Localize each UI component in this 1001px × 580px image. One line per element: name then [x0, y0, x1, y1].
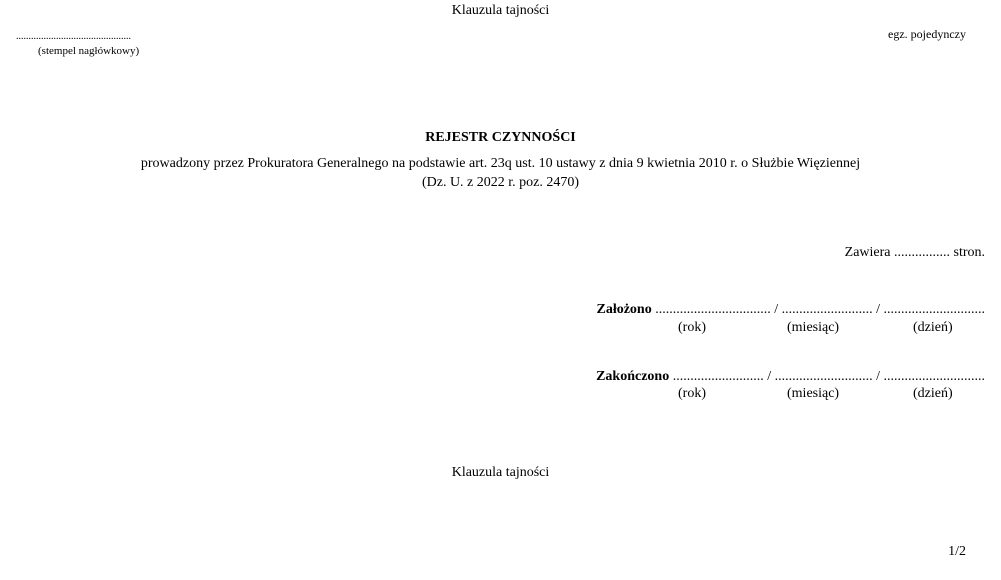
- stamp-placeholder-line: ..............................................: [16, 31, 131, 42]
- closed-label: Zakończono: [596, 369, 670, 384]
- page-count-suffix: stron.: [953, 245, 985, 260]
- document-subtitle-line2: (Dz. U. z 2022 r. poz. 2470): [421, 175, 580, 190]
- closed-separator-1: /: [767, 369, 772, 384]
- founded-month-field: ..........................: [781, 302, 873, 317]
- page-number: 1/2: [948, 544, 966, 559]
- founded-separator-1: /: [774, 302, 779, 317]
- closed-date-line: [596, 369, 985, 385]
- closed-day-field: .............................: [883, 369, 985, 384]
- founded-date-line: [596, 302, 985, 318]
- founded-separator-2: /: [876, 302, 880, 317]
- page-count-field: ................: [894, 245, 950, 260]
- closed-year-caption: (rok): [678, 386, 706, 401]
- closed-separator-2: /: [876, 369, 880, 384]
- closed-month-caption: (miesiąc): [787, 386, 840, 401]
- closed-day-caption: (dzień): [913, 386, 953, 401]
- security-clause-top: Klauzula tajności: [451, 3, 550, 18]
- founded-day-field: .............................: [883, 302, 985, 317]
- copy-label: egz. pojedynczy: [888, 27, 966, 41]
- stamp-label: (stempel nagłówkowy): [38, 45, 140, 57]
- founded-label: Założono: [596, 302, 652, 317]
- closed-year-field: ..........................: [672, 369, 764, 384]
- founded-month-caption: (miesiąc): [787, 320, 840, 335]
- founded-year-caption: (rok): [678, 320, 706, 335]
- founded-year-field: .................................: [655, 302, 771, 317]
- founded-day-caption: (dzień): [913, 320, 953, 335]
- security-clause-bottom: Klauzula tajności: [451, 465, 550, 480]
- page-count-line: [845, 245, 985, 261]
- document-title: REJESTR CZYNNOŚCI: [425, 130, 576, 145]
- document-subtitle-line1: prowadzony przez Prokuratora Generalnego na podstawie art. 23q ust. 10 ustawy z dnia 9 kwietnia 2010 r. o Służbie Więziennej: [140, 156, 861, 171]
- page-count-label: Zawiera: [844, 245, 891, 260]
- closed-month-field: ............................: [774, 369, 873, 384]
